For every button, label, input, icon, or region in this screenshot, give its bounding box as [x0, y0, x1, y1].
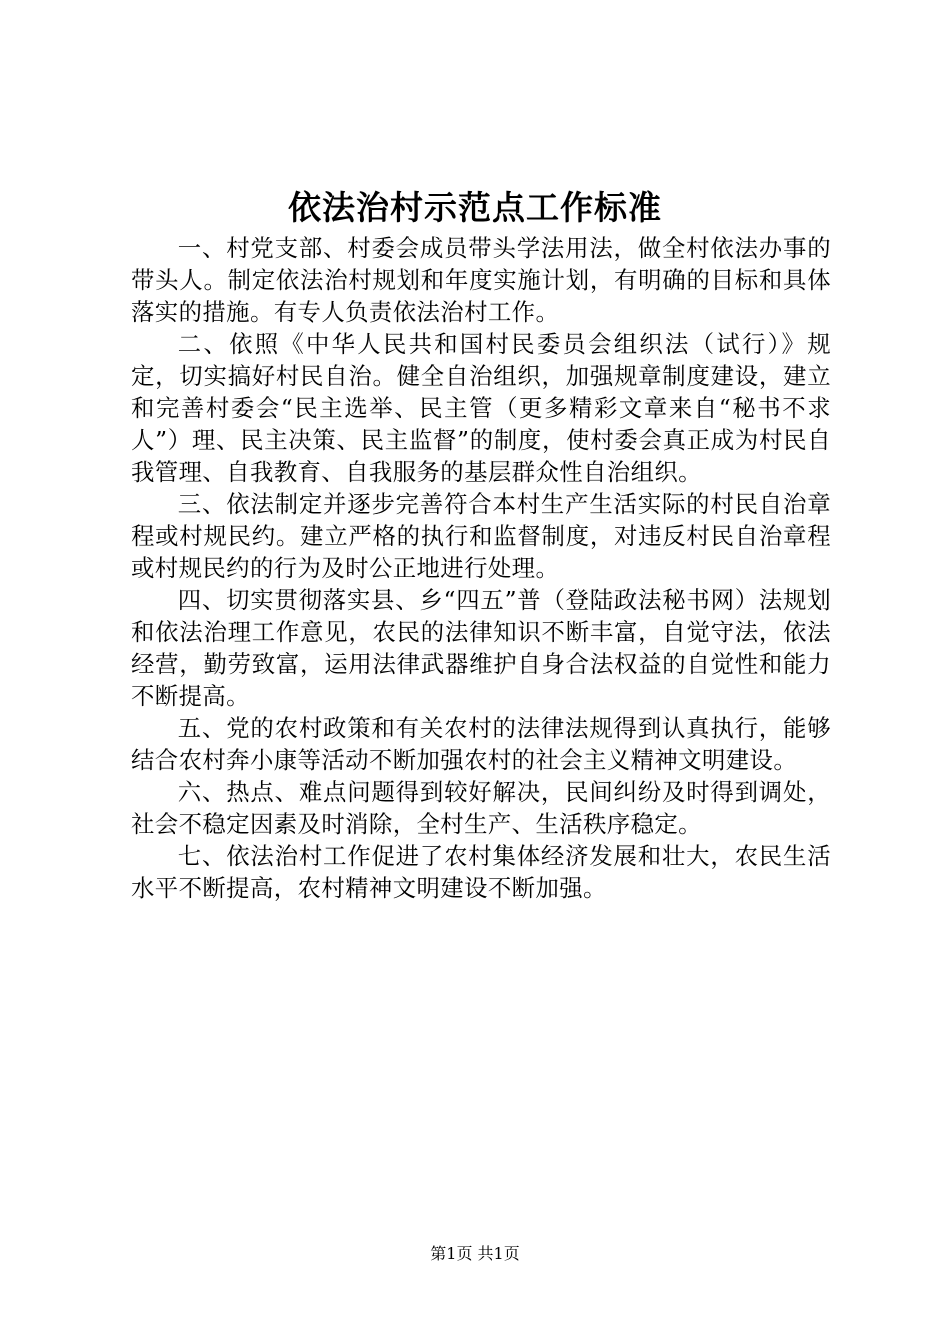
paragraph-5: 五、党的农村政策和有关农村的法律法规得到认真执行，能够结合农村奔小康等活动不断加强农村的社会主义精神文明建设。 [131, 714, 831, 774]
paragraph-1: 一、村党支部、村委会成员带头学法用法，做全村依法办事的带头人。制定依法治村规划和年度实施计划，有明确的目标和具体落实的措施。有专人负责依法治村工作。 [131, 234, 831, 326]
paragraph-4: 四、切实贯彻落实县、乡“四五”普（登陆政法秘书网）法规划和依法治理工作意见，农民的法律知识不断丰富，自觉守法，依法经营，勤劳致富，运用法律武器维护自身合法权益的自觉性和能力不断提高。 [131, 586, 831, 710]
paragraph-7: 七、依法治村工作促进了农村集体经济发展和壮大，农民生活水平不断提高，农村精神文明建设不断加强。 [131, 842, 831, 902]
paragraph-3: 三、依法制定并逐步完善符合本村生产生活实际的村民自治章程或村规民约。建立严格的执行和监督制度，对违反村民自治章程或村规民约的行为及时公正地进行处理。 [131, 490, 831, 582]
document-body [131, 232, 831, 904]
document-title: 依法治村示范点工作标准 [288, 188, 662, 227]
page-number-footer: 第1页 共1页 [430, 1244, 520, 1263]
paragraph-6: 六、热点、难点问题得到较好解决，民间纠纷及时得到调处，社会不稳定因素及时消除，全村生产、生活秩序稳定。 [131, 778, 831, 838]
paragraph-2: 二、依照《中华人民共和国村民委员会组织法（试行）》规定，切实搞好村民自治。健全自治组织，加强规章制度建设，建立和完善村委会“民主选举、民主管（更多精彩文章来自“秘书不求人”）理、民主决策、民主监督”的制度，使村委会真正成为村民自我管理、自我教育、自我服务的基层群众性自治组织。 [131, 330, 831, 486]
